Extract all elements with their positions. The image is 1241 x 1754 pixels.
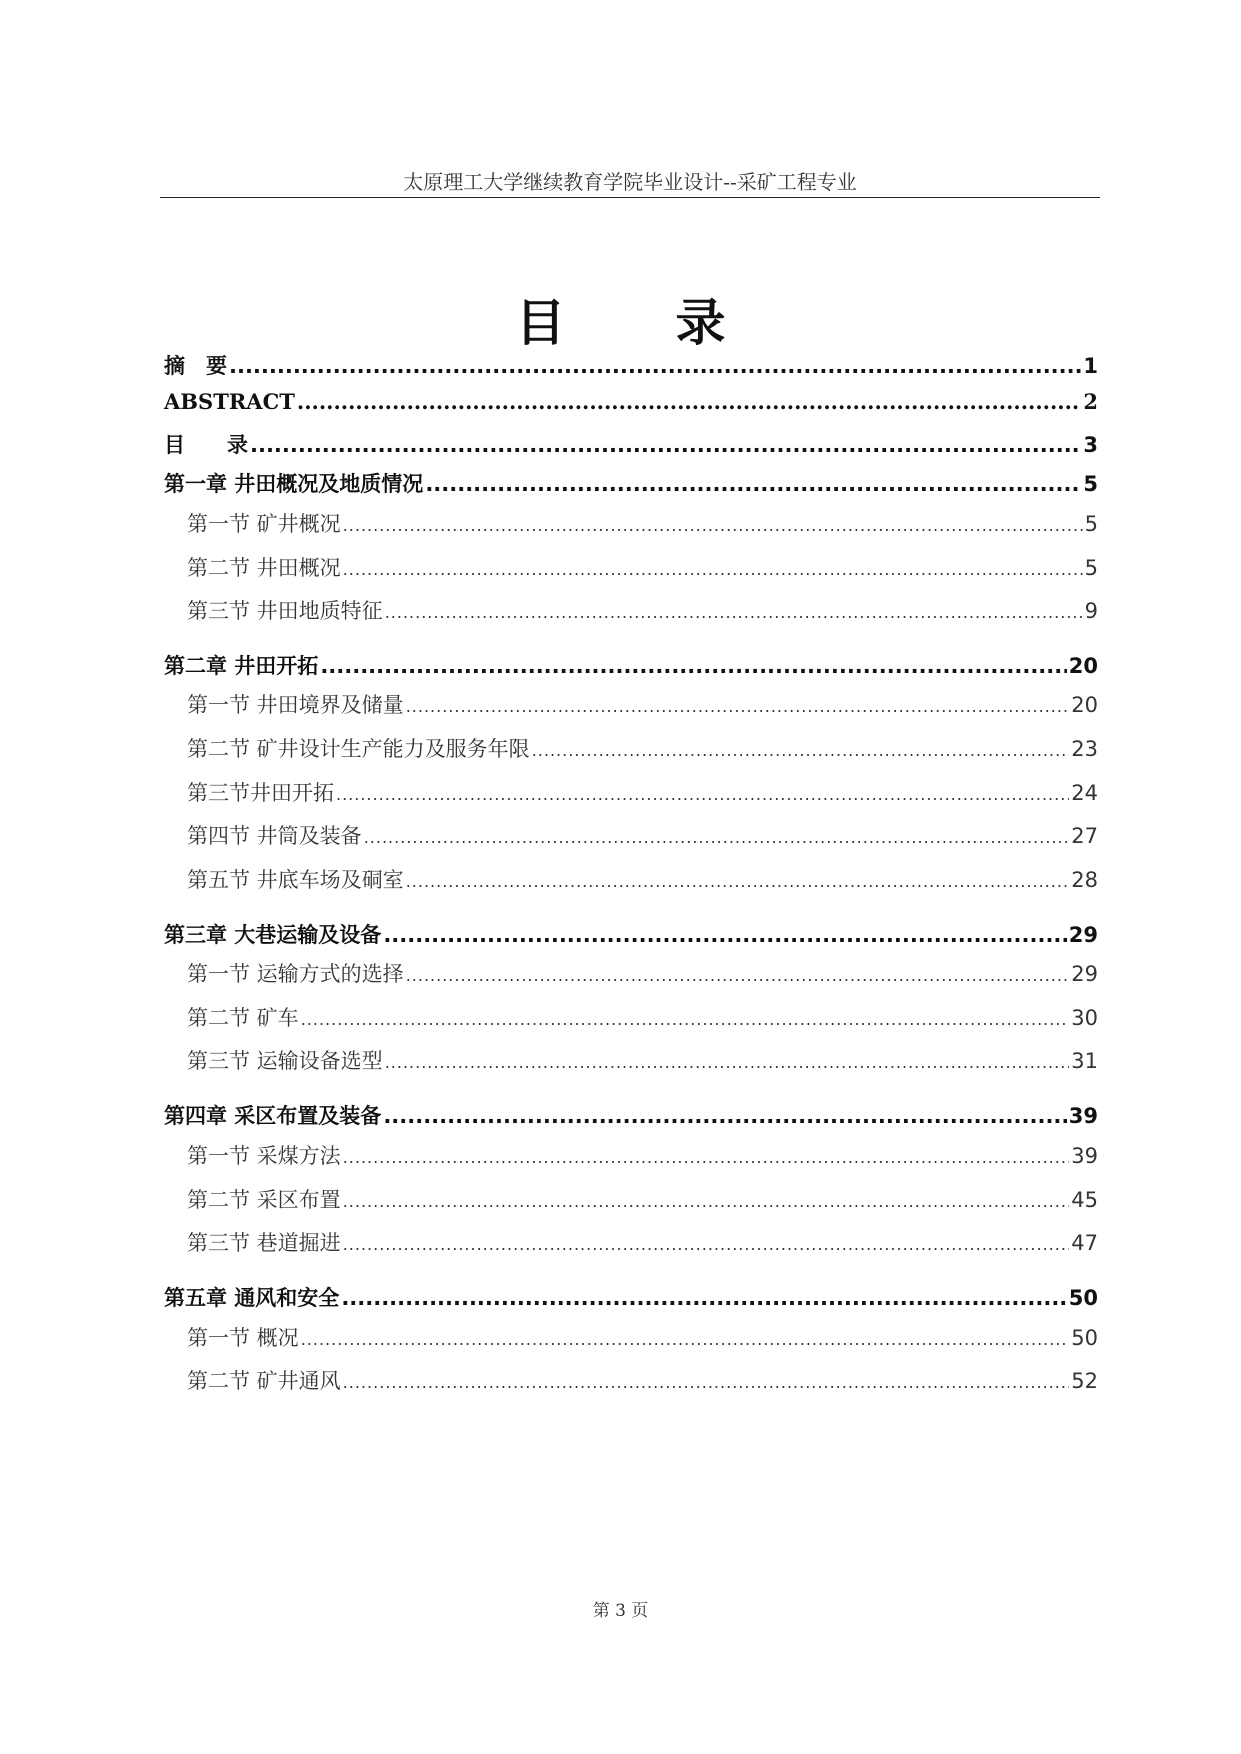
toc-entry-label: 第二节 矿井设计生产能力及服务年限 bbox=[187, 737, 530, 761]
toc-section-entry[interactable] bbox=[187, 1227, 1098, 1257]
toc-dot-leader bbox=[343, 560, 1083, 579]
toc-page-number: 50 bbox=[1071, 1326, 1098, 1350]
toc-dot-leader bbox=[229, 354, 1081, 378]
toc-page-number: 3 bbox=[1083, 433, 1098, 457]
toc-entry-label: 第三节 巷道掘进 bbox=[187, 1231, 341, 1255]
toc-entry-label: 第五章 通风和安全 bbox=[164, 1286, 340, 1310]
toc-page-number: 9 bbox=[1084, 599, 1098, 623]
toc-entry-label: 第二节 采区布置 bbox=[187, 1188, 341, 1212]
toc-dot-leader bbox=[297, 389, 1081, 414]
toc-chapter-entry[interactable] bbox=[164, 1100, 1098, 1130]
toc-section-entry[interactable] bbox=[187, 595, 1098, 625]
toc-entry-label: 第五节 井底车场及硐室 bbox=[187, 868, 404, 892]
toc-section-entry[interactable] bbox=[187, 1002, 1098, 1032]
toc-page-number: 20 bbox=[1071, 693, 1098, 717]
toc-section-entry[interactable] bbox=[187, 820, 1098, 850]
toc-entry-label: 第四章 采区布置及装备 bbox=[164, 1104, 382, 1128]
toc-page-number: 5 bbox=[1083, 472, 1098, 496]
toc-entry-label: 第三节井田开拓 bbox=[187, 781, 334, 805]
toc-dot-leader bbox=[343, 516, 1083, 535]
toc-section-entry[interactable] bbox=[187, 1365, 1098, 1395]
toc-entry-label: 第二节 矿井通风 bbox=[187, 1369, 341, 1393]
toc-entry-label: 第二节 井田概况 bbox=[187, 556, 341, 580]
toc-dot-leader bbox=[532, 741, 1070, 760]
toc-entry-label: ABSTRACT bbox=[164, 389, 295, 414]
toc-page-number: 23 bbox=[1071, 737, 1098, 761]
toc-dot-leader bbox=[406, 697, 1070, 716]
title-char-1: 目 bbox=[515, 294, 566, 352]
toc-entry-label: 第一节 概况 bbox=[187, 1326, 299, 1350]
toc-page-number: 29 bbox=[1068, 923, 1098, 947]
toc-page-number: 50 bbox=[1068, 1286, 1098, 1310]
toc-page-number: 20 bbox=[1068, 654, 1098, 678]
toc-entry-label: 第一节 运输方式的选择 bbox=[187, 962, 404, 986]
toc-section-entry[interactable] bbox=[187, 777, 1098, 807]
toc-entry-label: 摘 要 bbox=[164, 354, 227, 378]
toc-page-number: 45 bbox=[1071, 1188, 1098, 1212]
toc-dot-leader bbox=[301, 1330, 1070, 1349]
toc-page-number: 39 bbox=[1068, 1104, 1098, 1128]
toc-section-entry[interactable] bbox=[187, 733, 1098, 763]
toc-page-number: 27 bbox=[1071, 824, 1098, 848]
toc-page-number: 31 bbox=[1071, 1049, 1098, 1073]
toc-dot-leader bbox=[336, 785, 1069, 804]
toc-entry-label: 目 录 bbox=[164, 433, 248, 457]
toc-chapter-entry[interactable] bbox=[164, 429, 1098, 459]
toc-dot-leader bbox=[406, 966, 1070, 985]
toc-dot-leader bbox=[406, 872, 1070, 891]
toc-chapter-entry[interactable] bbox=[164, 389, 1098, 414]
toc-section-entry[interactable] bbox=[187, 1140, 1098, 1170]
toc-page-number: 52 bbox=[1071, 1369, 1098, 1393]
toc-section-entry[interactable] bbox=[187, 958, 1098, 988]
toc-dot-leader bbox=[343, 1148, 1070, 1167]
toc-page-number: 30 bbox=[1071, 1006, 1098, 1030]
toc-dot-leader bbox=[383, 1104, 1066, 1128]
toc-page-number: 28 bbox=[1071, 868, 1098, 892]
toc-section-entry[interactable] bbox=[187, 864, 1098, 894]
toc-dot-leader bbox=[343, 1235, 1070, 1254]
toc-entry-label: 第三节 井田地质特征 bbox=[187, 599, 383, 623]
toc-entry-label: 第一节 采煤方法 bbox=[187, 1144, 341, 1168]
toc-page-number: 39 bbox=[1071, 1144, 1098, 1168]
toc-chapter-entry[interactable] bbox=[164, 919, 1098, 949]
toc-page-number: 24 bbox=[1071, 781, 1098, 805]
toc-dot-leader bbox=[364, 828, 1070, 847]
toc-chapter-entry[interactable] bbox=[164, 350, 1098, 380]
toc-dot-leader bbox=[383, 923, 1066, 947]
toc-chapter-entry[interactable] bbox=[164, 468, 1098, 498]
header-divider bbox=[160, 197, 1100, 198]
toc-dot-leader bbox=[343, 1192, 1070, 1211]
toc-entry-label: 第三章 大巷运输及设备 bbox=[164, 923, 382, 947]
toc-dot-leader bbox=[301, 1010, 1070, 1029]
toc-section-entry[interactable] bbox=[187, 1184, 1098, 1214]
toc-section-entry[interactable] bbox=[187, 552, 1098, 582]
toc-page-number: 1 bbox=[1083, 354, 1098, 378]
toc-entry-label: 第二章 井田开拓 bbox=[164, 654, 319, 678]
toc-page-number: 2 bbox=[1083, 389, 1098, 414]
toc-dot-leader bbox=[343, 1373, 1070, 1392]
toc-dot-leader bbox=[385, 603, 1083, 622]
toc-chapter-entry[interactable] bbox=[164, 650, 1098, 680]
title-char-2: 录 bbox=[675, 294, 726, 352]
toc-entry-label: 第一章 井田概况及地质情况 bbox=[164, 472, 424, 496]
page-footer: 第 3 页 bbox=[592, 1601, 649, 1621]
toc-dot-leader bbox=[341, 1286, 1066, 1310]
toc-chapter-entry[interactable] bbox=[164, 1282, 1098, 1312]
toc-section-entry[interactable] bbox=[187, 1322, 1098, 1352]
toc-entry-label: 第二节 矿车 bbox=[187, 1006, 299, 1030]
toc-dot-leader bbox=[250, 433, 1081, 457]
toc-entry-label: 第一节 井田境界及储量 bbox=[187, 693, 404, 717]
toc-page-number: 5 bbox=[1084, 512, 1098, 536]
page-header: 太原理工大学继续教育学院毕业设计--采矿工程专业 bbox=[403, 170, 857, 194]
toc-section-entry[interactable] bbox=[187, 1045, 1098, 1075]
toc-entry-label: 第四节 井筒及装备 bbox=[187, 824, 362, 848]
toc-dot-leader bbox=[425, 472, 1081, 496]
toc-dot-leader bbox=[320, 654, 1066, 678]
toc-section-entry[interactable] bbox=[187, 508, 1098, 538]
toc-entry-label: 第一节 矿井概况 bbox=[187, 512, 341, 536]
toc-page-number: 5 bbox=[1084, 556, 1098, 580]
toc-entry-label: 第三节 运输设备选型 bbox=[187, 1049, 383, 1073]
page-title bbox=[0, 283, 1241, 355]
toc-section-entry[interactable] bbox=[187, 689, 1098, 719]
toc-dot-leader bbox=[385, 1053, 1070, 1072]
toc-page-number: 47 bbox=[1071, 1231, 1098, 1255]
toc-page-number: 29 bbox=[1071, 962, 1098, 986]
